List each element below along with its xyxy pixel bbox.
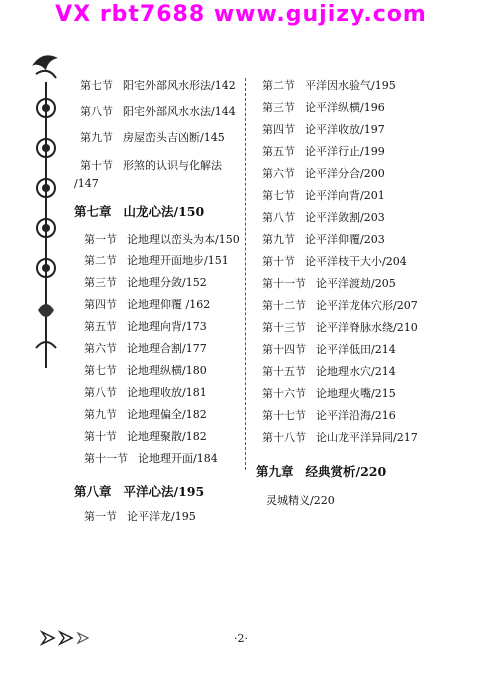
toc-entry — [262, 168, 385, 180]
toc-section-title: 论地理向背/173 — [127, 320, 207, 333]
toc-section-number: 第七节 — [80, 79, 113, 92]
toc-section-number: 第十八节 — [262, 431, 306, 444]
toc-entry — [84, 453, 218, 465]
toc-section-title: 论平洋龙/195 — [127, 510, 196, 523]
toc-section-number: 第四节 — [262, 123, 295, 136]
toc-section-number: 第十节 — [84, 430, 117, 443]
toc-section-number: 第九节 — [80, 131, 113, 144]
toc-section-number: 第一节 — [84, 510, 117, 523]
toc-entry — [84, 234, 240, 246]
toc-section-title: 论地理仰覆 /162 — [127, 298, 211, 311]
toc-entry — [84, 387, 207, 399]
toc-entry — [80, 132, 225, 144]
toc-section-title: 论平洋仰覆/203 — [305, 233, 385, 246]
toc-section-title: 形煞的认识与化解法 — [123, 159, 222, 172]
toc-section-number: 第二节 — [262, 79, 295, 92]
toc-chapter-entry — [74, 486, 204, 498]
toc-entry — [74, 178, 99, 190]
toc-section-number: 第十四节 — [262, 343, 306, 356]
toc-entry — [262, 146, 385, 158]
toc-section-number: 第七节 — [262, 189, 295, 202]
toc-entry — [262, 432, 418, 444]
toc-entry — [84, 343, 207, 355]
toc-section-number: 第九章 — [256, 464, 294, 479]
toc-entry — [262, 234, 385, 246]
toc-entry — [84, 277, 207, 289]
toc-section-title: 论平洋脊脉水绕/210 — [316, 321, 418, 334]
toc-chapter-entry — [74, 206, 204, 218]
toc-entry — [84, 409, 207, 421]
toc-section-title: 论地理聚散/182 — [127, 430, 207, 443]
watermark-text: VX rbt7688 www.gujizy.com — [55, 2, 427, 27]
toc-section-number: 第四节 — [84, 298, 117, 311]
toc-entry — [262, 344, 396, 356]
toc-section-number: 第六节 — [262, 167, 295, 180]
toc-section-title: 经典赏析/220 — [305, 464, 387, 479]
toc-section-title: 论平洋向背/201 — [305, 189, 385, 202]
toc-section-title: 论平洋收放/197 — [305, 123, 385, 136]
toc-entry — [262, 212, 385, 224]
column-divider — [245, 78, 246, 470]
toc-section-title: 论地理纵横/180 — [127, 364, 207, 377]
toc-entry — [266, 495, 335, 507]
toc-section-title: 灵城精义/220 — [266, 494, 335, 507]
toc-section-title: 论地理开面地步/151 — [127, 254, 229, 267]
toc-section-title: 阳宅外部风水水法/144 — [123, 105, 236, 118]
toc-entry — [262, 366, 396, 378]
toc-section-title: 论平洋低田/214 — [316, 343, 396, 356]
toc-entry — [262, 322, 418, 334]
toc-section-title: 论平洋分合/200 — [305, 167, 385, 180]
toc-section-number: 第二节 — [84, 254, 117, 267]
toc-section-number: 第八节 — [262, 211, 295, 224]
toc-section-number: 第九节 — [262, 233, 295, 246]
toc-section-title: 论平洋枝干大小/204 — [305, 255, 407, 268]
toc-section-number: 第十一节 — [84, 452, 128, 465]
toc-section-title: /147 — [74, 177, 99, 190]
toc-section-number: 第五节 — [262, 145, 295, 158]
toc-entry — [262, 80, 396, 92]
toc-section-number: 第三节 — [84, 276, 117, 289]
toc-section-number: 第七节 — [84, 364, 117, 377]
toc-section-title: 平洋因水验气/195 — [305, 79, 396, 92]
toc-section-title: 论地理偏全/182 — [127, 408, 207, 421]
page-number: ·2· — [234, 632, 248, 645]
toc-entry — [262, 190, 385, 202]
toc-section-title: 论平洋渡劫/205 — [316, 277, 396, 290]
toc-section-title: 论平洋纵横/196 — [305, 101, 385, 114]
toc-section-number: 第十六节 — [262, 387, 306, 400]
toc-section-title: 论山龙平洋异同/217 — [316, 431, 418, 444]
toc-section-number: 第三节 — [262, 101, 295, 114]
toc-section-number: 第九节 — [84, 408, 117, 421]
toc-section-title: 论平洋行止/199 — [305, 145, 385, 158]
toc-section-title: 论地理火嘴/215 — [316, 387, 396, 400]
toc-entry — [262, 124, 385, 136]
toc-entry — [84, 255, 229, 267]
toc-entry — [80, 106, 236, 118]
toc-section-title: 论地理水穴/214 — [316, 365, 396, 378]
toc-entry — [84, 511, 196, 523]
toc-entry — [262, 410, 396, 422]
toc-entry — [84, 431, 207, 443]
toc-section-number: 第五节 — [84, 320, 117, 333]
toc-section-title: 平洋心法/195 — [123, 484, 205, 499]
toc-section-number: 第八节 — [80, 105, 113, 118]
toc-section-title: 论地理开面/184 — [138, 452, 218, 465]
toc-section-number: 第十一节 — [262, 277, 306, 290]
toc-entry — [80, 80, 236, 92]
toc-entry — [84, 321, 207, 333]
toc-chapter-entry — [256, 466, 386, 478]
toc-section-title: 房屋峦头吉凶断/145 — [123, 131, 225, 144]
toc-section-number: 第十五节 — [262, 365, 306, 378]
toc-entry — [262, 256, 407, 268]
toc-section-title: 阳宅外部风水形法/142 — [123, 79, 236, 92]
toc-section-number: 第七章 — [74, 204, 112, 219]
toc-section-number: 第十二节 — [262, 299, 306, 312]
toc-section-number: 第十三节 — [262, 321, 306, 334]
toc-section-number: 第十节 — [80, 159, 113, 172]
toc-entry — [84, 365, 207, 377]
toc-section-number: 第八章 — [74, 484, 112, 499]
toc-section-number: 第十七节 — [262, 409, 306, 422]
toc-entry — [262, 102, 385, 114]
toc-section-title: 论地理收放/181 — [127, 386, 207, 399]
toc-section-number: 第八节 — [84, 386, 117, 399]
toc-section-title: 论平洋龙体穴形/207 — [316, 299, 418, 312]
toc-section-title: 论平洋沿海/216 — [316, 409, 396, 422]
toc-section-number: 第一节 — [84, 233, 117, 246]
toc-section-title: 论地理合割/177 — [127, 342, 207, 355]
toc-section-title: 论平洋敛割/203 — [305, 211, 385, 224]
toc-section-number: 第六节 — [84, 342, 117, 355]
toc-section-number: 第十节 — [262, 255, 295, 268]
decorative-border-ornament — [28, 48, 64, 378]
toc-section-title: 论地理以峦头为本/150 — [127, 233, 240, 246]
toc-entry — [80, 160, 222, 172]
toc-section-title: 论地理分敛/152 — [127, 276, 207, 289]
toc-entry — [262, 388, 396, 400]
toc-section-title: 山龙心法/150 — [123, 204, 205, 219]
toc-entry — [262, 300, 418, 312]
toc-entry — [84, 299, 210, 311]
toc-entry — [262, 278, 396, 290]
